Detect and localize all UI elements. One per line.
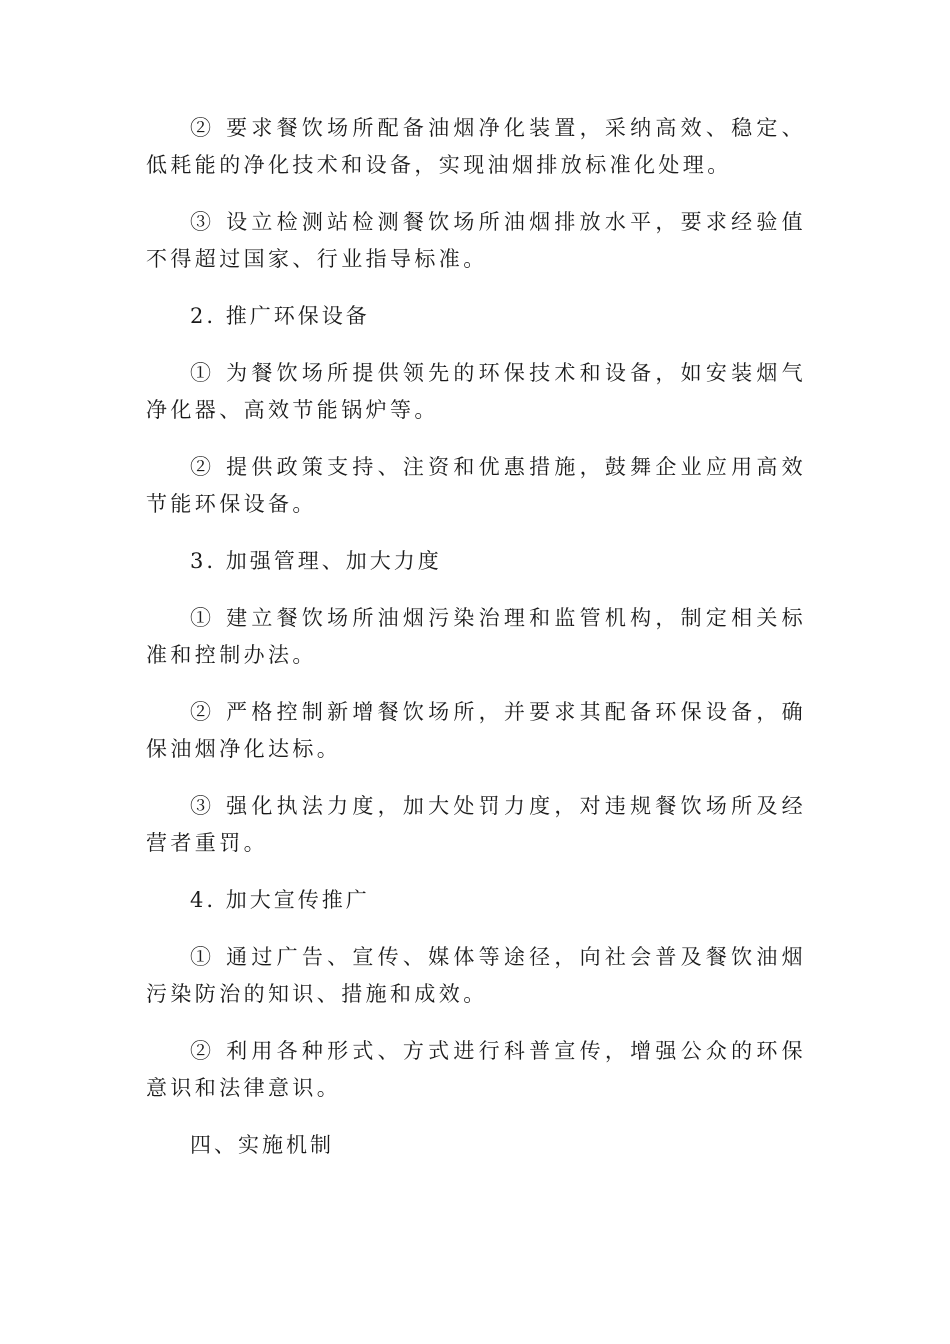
section-heading-promote-equipment: 2. 推广环保设备	[190, 304, 370, 328]
paragraph-monitoring-station: ③ 设立检测站检测餐饮场所油烟排放水平，要求经验值不得超过国家、行业指导标准。	[146, 210, 806, 271]
section-heading-implementation: 四、实施机制	[190, 1133, 334, 1157]
paragraph-regulatory-agency: ① 建立餐饮场所油烟污染治理和监管机构，制定相关标准和控制办法。	[146, 606, 806, 667]
document-body	[146, 110, 806, 1184]
section-heading-strengthen-management: 3. 加强管理、加大力度	[190, 549, 442, 573]
paragraph-policy-support: ② 提供政策支持、注资和优惠措施，鼓舞企业应用高效节能环保设备。	[146, 455, 806, 516]
paragraph-advanced-technology: ① 为餐饮场所提供领先的环保技术和设备，如安装烟气净化器、高效节能锅炉等。	[146, 361, 806, 422]
paragraph-enforcement: ③ 强化执法力度，加大处罚力度，对违规餐饮场所及经营者重罚。	[146, 794, 806, 855]
paragraph-requirement-purification: ② 要求餐饮场所配备油烟净化装置，采纳高效、稳定、低耗能的净化技术和设备，实现油烟排放标准化处理。	[146, 116, 806, 177]
paragraph-media-outreach: ① 通过广告、宣传、媒体等途径，向社会普及餐饮油烟污染防治的知识、措施和成效。	[146, 945, 806, 1006]
paragraph-science-education: ② 利用各种形式、方式进行科普宣传，增强公众的环保意识和法律意识。	[146, 1039, 806, 1100]
paragraph-control-new-venues: ② 严格控制新增餐饮场所，并要求其配备环保设备，确保油烟净化达标。	[146, 700, 806, 761]
section-heading-publicity: 4. 加大宣传推广	[190, 888, 370, 912]
